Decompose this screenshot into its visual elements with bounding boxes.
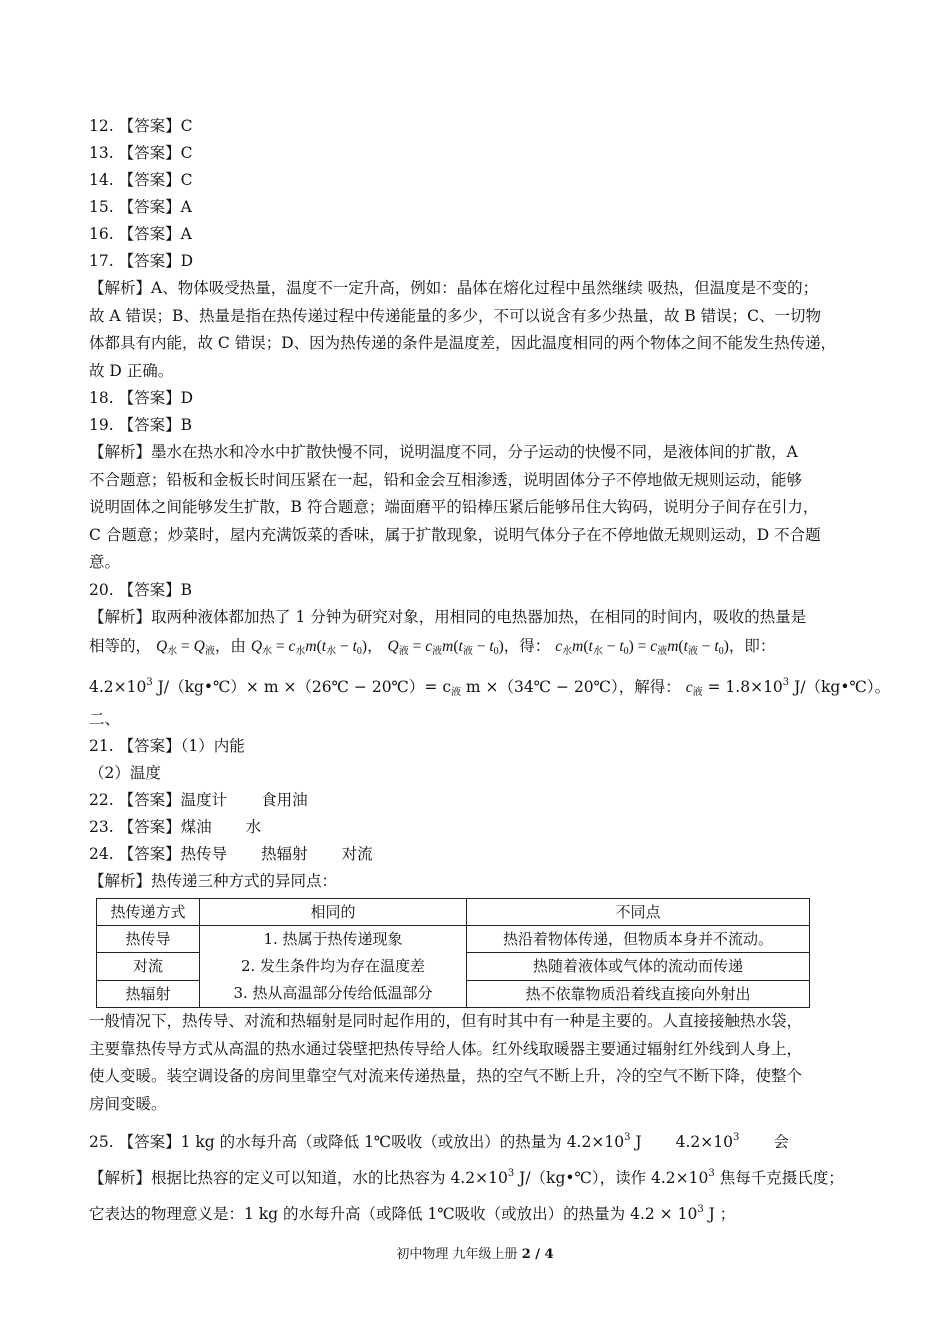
table-cell: 热辐射 bbox=[97, 980, 200, 1007]
answer-line: 23. 【答案】煤油 水 bbox=[89, 818, 262, 836]
table-cell: 热不依靠物质沿着线直接向外射出 bbox=[467, 980, 810, 1007]
page-footer: 初中物理 九年级上册 2 / 4 bbox=[396, 1247, 554, 1262]
table-cell: 热随着液体或气体的流动而传递 bbox=[467, 953, 810, 980]
answer-line: 15. 【答案】A bbox=[89, 198, 192, 216]
answer-line: 13. 【答案】C bbox=[89, 144, 193, 162]
answer-line: 25. 【答案】1 kg 的水每升高（或降低 1℃吸收（或放出）的热量为 $4.2\times 10^3$ J $4.2\times 10^3$ 会 bbox=[89, 1132, 789, 1151]
answer-line: 16. 【答案】A bbox=[89, 225, 192, 243]
answer-line: （2）温度 bbox=[89, 764, 161, 782]
heat-transfer-table bbox=[96, 898, 810, 1008]
answer-line: 14. 【答案】C bbox=[89, 171, 193, 189]
table-cell-same: 1. 热属于热传递现象 2. 发生条件均为存在温度差 3. 热从高温部分传给低温部分 bbox=[200, 926, 467, 1008]
q25-analysis: 【解析】根据比热容的定义可以知道，水的比热容为 $4.2\times 10^3$ J/（kg•℃），读作 $4.2\times 10^3$ 焦每千克摄氏度； 它表达的物理意义是：1 kg 的水每升高（或降低 1℃吸收（或放出）的热量为 $4.2 \times 10^3$ J ； bbox=[89, 1168, 844, 1223]
table-cell: 热沿着物体传递，但物质本身并不流动。 bbox=[467, 926, 810, 953]
document-page bbox=[89, 113, 891, 1228]
answer-line: 21. 【答案】（1）内能 bbox=[89, 737, 245, 755]
answer-line: 20. 【答案】B bbox=[89, 580, 192, 599]
q20-analysis: 【解析】取两种液体都加热了 1 分钟为研究对象，用相同的电热器加热，在相同的时间内，吸收的热量是 相等的， $Q_水 = Q_液$，由 $Q_水 = c_水m(t_水 - t_0)$， $Q_液 = c_液m(t_液 - t_0)$，得： $c_水m(t_水 - t_0) = c_液m(t_液 - t_0)$，即： $4.2\times 10^3$ J/（kg•℃）× m ×（26℃ − 20℃）= $c_液$ m ×（34℃ − 20℃），解得： $c_液 = 1.8\times 10^3$ J/（kg•℃）。 bbox=[89, 604, 865, 707]
table-header-cell: 相同的 bbox=[200, 899, 467, 926]
answer-line: 12. 【答案】C bbox=[89, 117, 193, 135]
q20-result-line: $4.2\times 10^3$ J/（kg•℃）× m ×（26℃ − 20℃）= $c_液$ m ×（34℃ − 20℃），解得： $c_液 = 1.8\times 10^3$ J/（kg•℃）。 bbox=[89, 676, 891, 698]
answer-line: 24. 【答案】热传导 热辐射 对流 bbox=[89, 845, 373, 863]
answer-line: 22. 【答案】温度计 食用油 bbox=[89, 791, 308, 809]
table-cell: 对流 bbox=[97, 953, 200, 980]
q20-formula-line: 相等的， $Q_水 = Q_液$，由 $Q_水 = c_水m(t_水 - t_0)$， $Q_液 = c_液m(t_液 - t_0)$，得： $c_水m(t_水 - t_0) = c_液m(t_液 - t_0)$，即： bbox=[89, 637, 776, 657]
section-heading: 二、 bbox=[89, 710, 121, 728]
answer-line: 18. 【答案】D bbox=[89, 389, 194, 407]
q24-analysis-body: 一般情况下，热传导、对流和热辐射是同时起作用的，但有时其中有一种是主要的。人直接接触热水袋， 主要靠热传导方式从高温的热水通过袋壁把热传导给人体。红外线取暖器主要通过辐射红外线到人身上， 使人变暖。装空调设备的房间里靠空气对流来传递热量，热的空气不断上升，冷的空气不断下降，使整个 房间变暖。 bbox=[89, 1012, 803, 1113]
answer-line: 19. 【答案】B bbox=[89, 416, 192, 434]
table-cell: 热传导 bbox=[97, 926, 200, 953]
table-row bbox=[97, 926, 810, 953]
table-header-cell: 不同点 bbox=[467, 899, 810, 926]
answer-line: 17. 【答案】D bbox=[89, 252, 194, 270]
q19-analysis: 【解析】墨水在热水和冷水中扩散快慢不同，说明温度不同，分子运动的快慢不同，是液体间的扩散，A 不合题意；铅板和金板长时间压紧在一起，铅和金会互相渗透，说明固体分子不停地做无规则运动，能够 说明固体之间能够发生扩散，B 符合题意；端面磨平的铅棒压紧后能够吊住大钩码，说明分子间存在引力， C 合题意；炒菜时，屋内充满饭菜的香味，属于扩散现象，说明气体分子在不停地做无规则运动，D 不合题 意。 bbox=[89, 443, 821, 571]
table-header-cell: 热传递方式 bbox=[97, 899, 200, 926]
q17-analysis: 【解析】A、物体吸受热量，温度不一定升高，例如：晶体在熔化过程中虽然继续 吸热，但温度是不变的； 故 A 错误；B、热量是指在热传递过程中传递能量的多少，不可以说含有多少热量，故 B 错误；C、一切物 体都具有内能，故 C 错误；D、因为热传递的条件是温度差，因此温度相同的两个物体之间不能发生热传递， 故 D 正确。 bbox=[89, 279, 837, 380]
q24-analysis-intro: 【解析】热传递三种方式的异同点： bbox=[89, 872, 338, 890]
table-header-row bbox=[97, 899, 810, 926]
